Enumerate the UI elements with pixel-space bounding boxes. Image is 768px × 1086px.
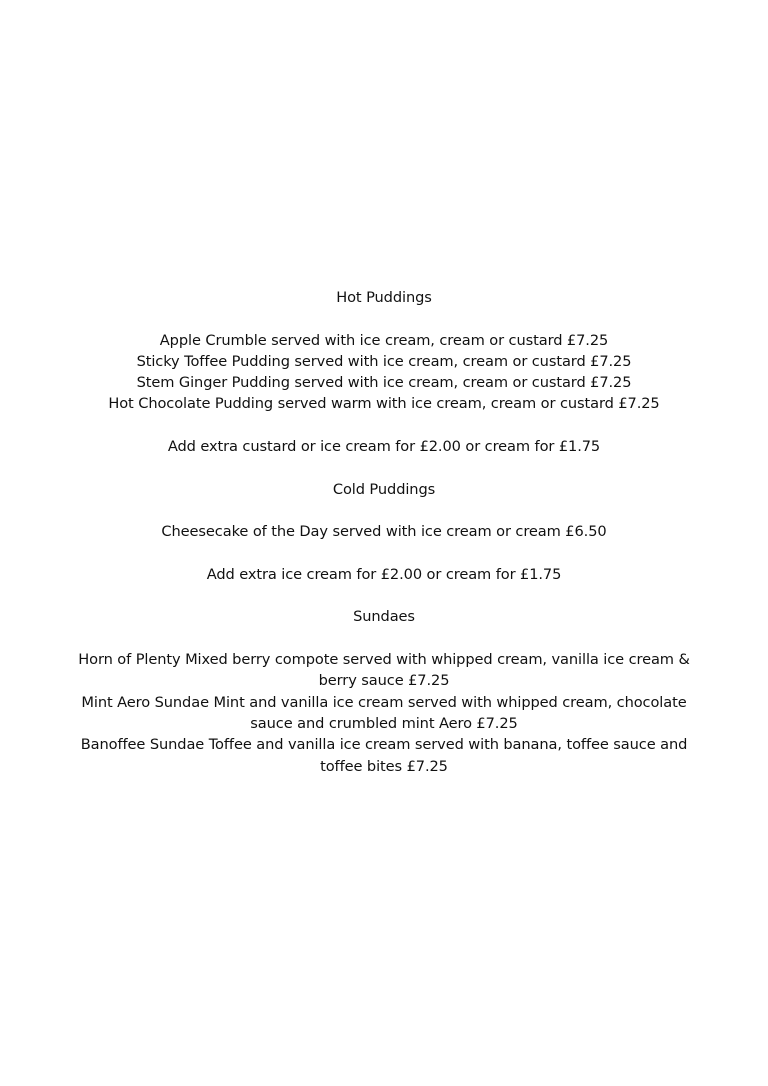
menu-item: Hot Chocolate Pudding served warm with ice cream, cream or custard £7.25 — [108, 395, 660, 413]
menu-item: Sticky Toffee Pudding served with ice cream, cream or custard £7.25 — [136, 352, 632, 370]
sundaes-heading: Sundaes — [353, 608, 415, 626]
spacer — [60, 308, 708, 329]
menu-item: Mint Aero Sundae Mint and vanilla ice cream served with whipped cream, chocolate sauce and crumbled mint Aero £7.25 — [81, 693, 687, 732]
hot-puddings-heading: Hot Puddings — [336, 289, 432, 306]
spacer — [60, 500, 708, 521]
dessert-menu — [60, 287, 708, 777]
menu-item: Apple Crumble served with ice cream, cream or custard £7.25 — [159, 331, 609, 349]
spacer — [60, 457, 708, 478]
cold-puddings-heading: Cold Puddings — [332, 480, 436, 498]
menu-item: Cheesecake of the Day served with ice cream or cream £6.50 — [161, 523, 607, 541]
spacer — [60, 415, 708, 436]
menu-item: Banoffee Sundae Toffee and vanilla ice cream served with banana, toffee sauce and toffee bites £7.25 — [80, 736, 688, 775]
hot-puddings-extras-note: Add extra custard or ice cream for £2.00 or cream for £1.75 — [167, 438, 601, 456]
menu-item: Horn of Plenty Mixed berry compote served with whipped cream, vanilla ice cream & berry sauce £7.25 — [78, 651, 690, 690]
spacer — [60, 543, 708, 564]
cold-puddings-extras-note: Add extra ice cream for £2.00 or cream for £1.75 — [206, 565, 562, 583]
spacer — [60, 628, 708, 649]
menu-item: Stem Ginger Pudding served with ice cream, cream or custard £7.25 — [136, 374, 632, 392]
spacer — [60, 585, 708, 606]
